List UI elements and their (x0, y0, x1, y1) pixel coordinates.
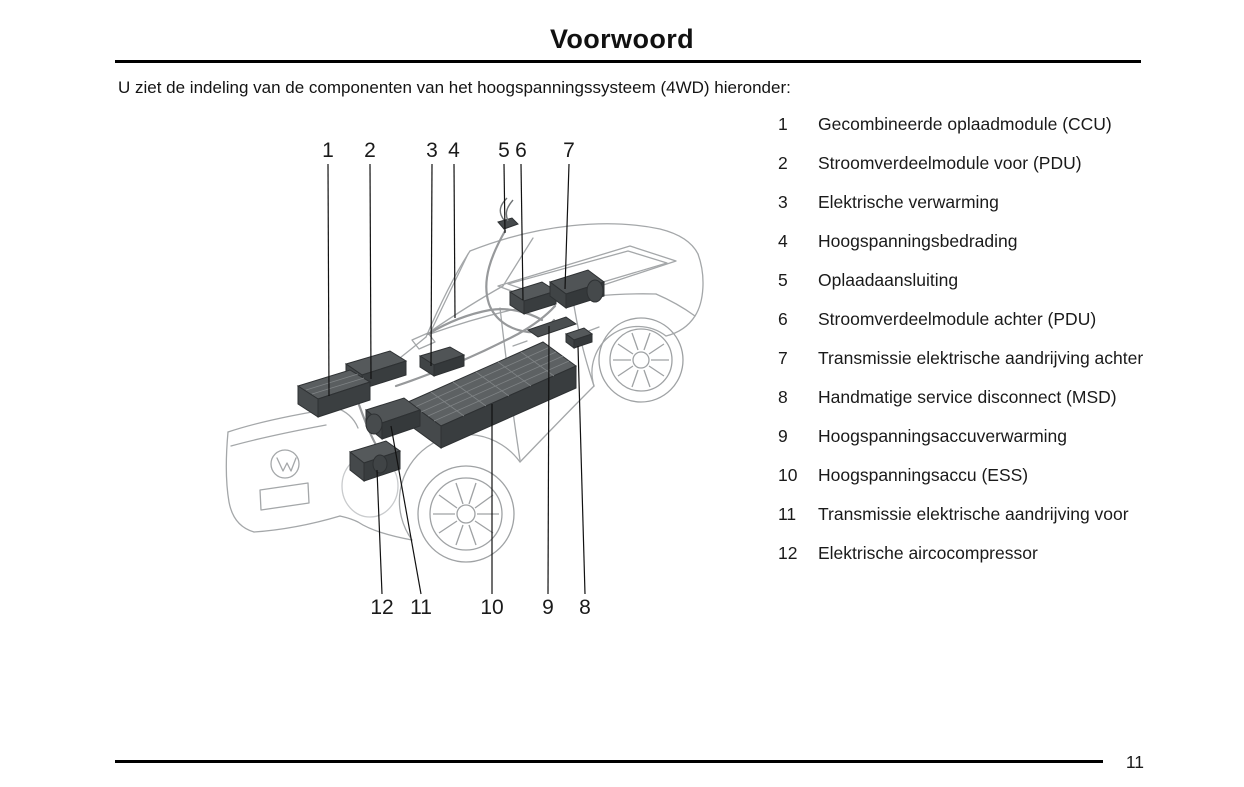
legend-item-number: 12 (778, 543, 798, 563)
legend-item (778, 463, 1144, 487)
rear-wheel-icon (599, 318, 683, 402)
callout-number-3: 3 (426, 139, 438, 162)
legend-item-label: Transmissie elektrische aandrijving voor (818, 504, 1129, 524)
legend-item-number: 9 (778, 426, 788, 446)
legend-item (778, 112, 1144, 136)
legend-item (778, 268, 1144, 292)
legend-item-label: Hoogspanningsbedrading (818, 231, 1018, 251)
component-legend (778, 112, 1144, 580)
callout-number-9: 9 (542, 596, 554, 619)
legend-item-label: Hoogspanningsaccu (ESS) (818, 465, 1029, 485)
ac-compressor-shape (350, 441, 400, 481)
callout-number-7: 7 (563, 139, 575, 162)
callout-number-8: 8 (579, 596, 591, 619)
legend-item-label: Hoogspanningsaccuverwarming (818, 426, 1068, 446)
legend-item-number: 5 (778, 270, 788, 290)
legend-item-label: Gecombineerde oplaadmodule (CCU) (818, 114, 1112, 134)
callout-number-4: 4 (448, 139, 460, 162)
rear-drive-unit-shape (550, 270, 604, 308)
legend-item-number: 10 (778, 465, 798, 485)
electric-heater-shape (420, 347, 464, 376)
legend-item (778, 229, 1144, 253)
legend-item-number: 6 (778, 309, 788, 329)
legend-item (778, 385, 1144, 409)
legend-item-number: 11 (778, 504, 797, 524)
legend-item-label: Transmissie elektrische aandrijving achter (818, 348, 1144, 368)
legend-item-label: Elektrische verwarming (818, 192, 999, 212)
msd-shape (566, 328, 592, 348)
title-rule (115, 60, 1141, 63)
callout-number-10: 10 (480, 596, 504, 619)
footer-rule (115, 760, 1103, 763)
callout-number-5: 5 (498, 139, 510, 162)
front-drive-unit-shape (366, 398, 420, 439)
legend-item-number: 8 (778, 387, 788, 407)
legend-item-label: Stroomverdeelmodule achter (PDU) (818, 309, 1097, 329)
legend-item-label: Elektrische aircocompressor (818, 543, 1038, 563)
legend-item (778, 190, 1144, 214)
legend-item-label: Handmatige service disconnect (MSD) (818, 387, 1117, 407)
legend-item-number: 1 (778, 114, 788, 134)
page-title: Voorwoord (549, 24, 695, 54)
legend-item-number: 4 (778, 231, 788, 251)
legend-item (778, 307, 1144, 331)
legend-item-number: 7 (778, 348, 788, 368)
legend-item-label: Oplaadaansluiting (818, 270, 959, 290)
callout-number-12: 12 (370, 596, 394, 619)
front-wheel-icon (418, 466, 514, 562)
callout-number-2: 2 (364, 139, 376, 162)
legend-item (778, 151, 1144, 175)
callout-number-6: 6 (515, 139, 527, 162)
callout-number-1: 1 (322, 139, 334, 162)
intro-text: U ziet de indeling van de componenten van het hoogspanningssysteem (4WD) hieronder: (118, 78, 791, 97)
legend-item (778, 424, 1144, 448)
ccu-shape (298, 370, 370, 417)
legend-item-number: 3 (778, 192, 788, 212)
legend-item (778, 502, 1144, 526)
hv-components-diagram (198, 134, 718, 624)
charge-port-shape (498, 198, 518, 229)
car-wireframe-svg (198, 134, 718, 624)
legend-item (778, 541, 1144, 565)
legend-item-label: Stroomverdeelmodule voor (PDU) (818, 153, 1082, 173)
page-number: 11 (1125, 752, 1144, 772)
callout-number-11: 11 (410, 596, 432, 619)
legend-item-number: 2 (778, 153, 788, 173)
legend-item (778, 346, 1144, 370)
